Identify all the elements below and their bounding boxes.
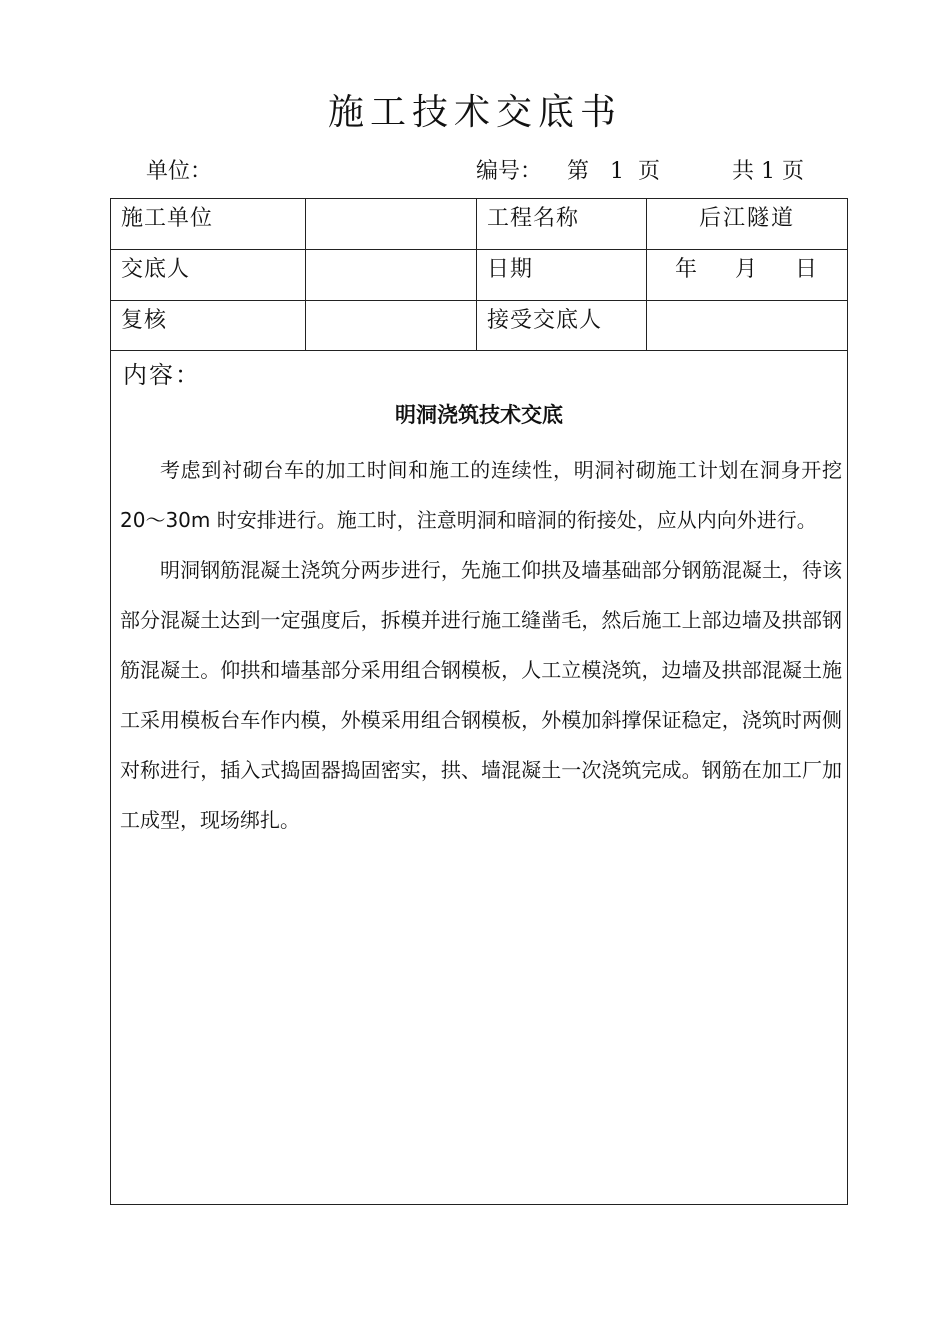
serial-label: 编号： [476, 159, 543, 184]
content-paragraph: 明洞钢筋混凝土浇筑分两步进行，先施工仰拱及墙基础部分钢筋混凝土，待该部分混凝土达到一定强度后，拆模并进行施工缝凿毛，然后施工上部边墙及拱部钢筋混凝土。仰拱和墙基部分采用组合钢模板，人工立模浇筑，边墙及拱部混凝土施工采用模板台车作内模，外模采用组合钢模板，外模加斜撑保证稳定，浇筑时两侧对称进行，插入式捣固器捣固密实，拱、墙混凝土一次浇筑完成。钢筋在加工厂加工成型，现场绑扎。 [120, 558, 842, 832]
project-name-label: 工程名称 [477, 199, 647, 249]
discloser-value [306, 250, 477, 300]
total-pages: 共 1 页 [732, 159, 804, 184]
disclosure-form [110, 198, 848, 1205]
info-row [111, 301, 847, 351]
info-row [111, 250, 847, 301]
project-name-value: 后江隧道 [698, 206, 795, 231]
content-paragraph: 考虑到衬砌台车的加工时间和施工的连续性，明洞衬砌施工计划在洞身开挖 20～30m 时安排进行。施工时，注意明洞和暗洞的衔接处，应从内向外进行。 [120, 458, 842, 532]
discloser-label: 交底人 [111, 250, 306, 300]
date-label: 日期 [477, 250, 647, 300]
reviewer-value [306, 301, 477, 350]
page-number: 第 1 页 [567, 159, 660, 184]
info-row [111, 199, 847, 250]
construction-unit-value [306, 199, 477, 249]
recipient-label: 接受交底人 [477, 301, 647, 350]
unit-label: 单位： [146, 159, 213, 184]
reviewer-label: 复核 [111, 301, 306, 350]
document-title: 施工技术交底书 [327, 92, 622, 133]
content-title: 明洞浇筑技术交底 [395, 403, 563, 427]
content-body [120, 445, 842, 845]
recipient-value [647, 301, 847, 350]
date-value: 年 月 日 [675, 257, 819, 282]
content-label: 内容： [123, 361, 201, 389]
construction-unit-label: 施工单位 [111, 199, 306, 249]
